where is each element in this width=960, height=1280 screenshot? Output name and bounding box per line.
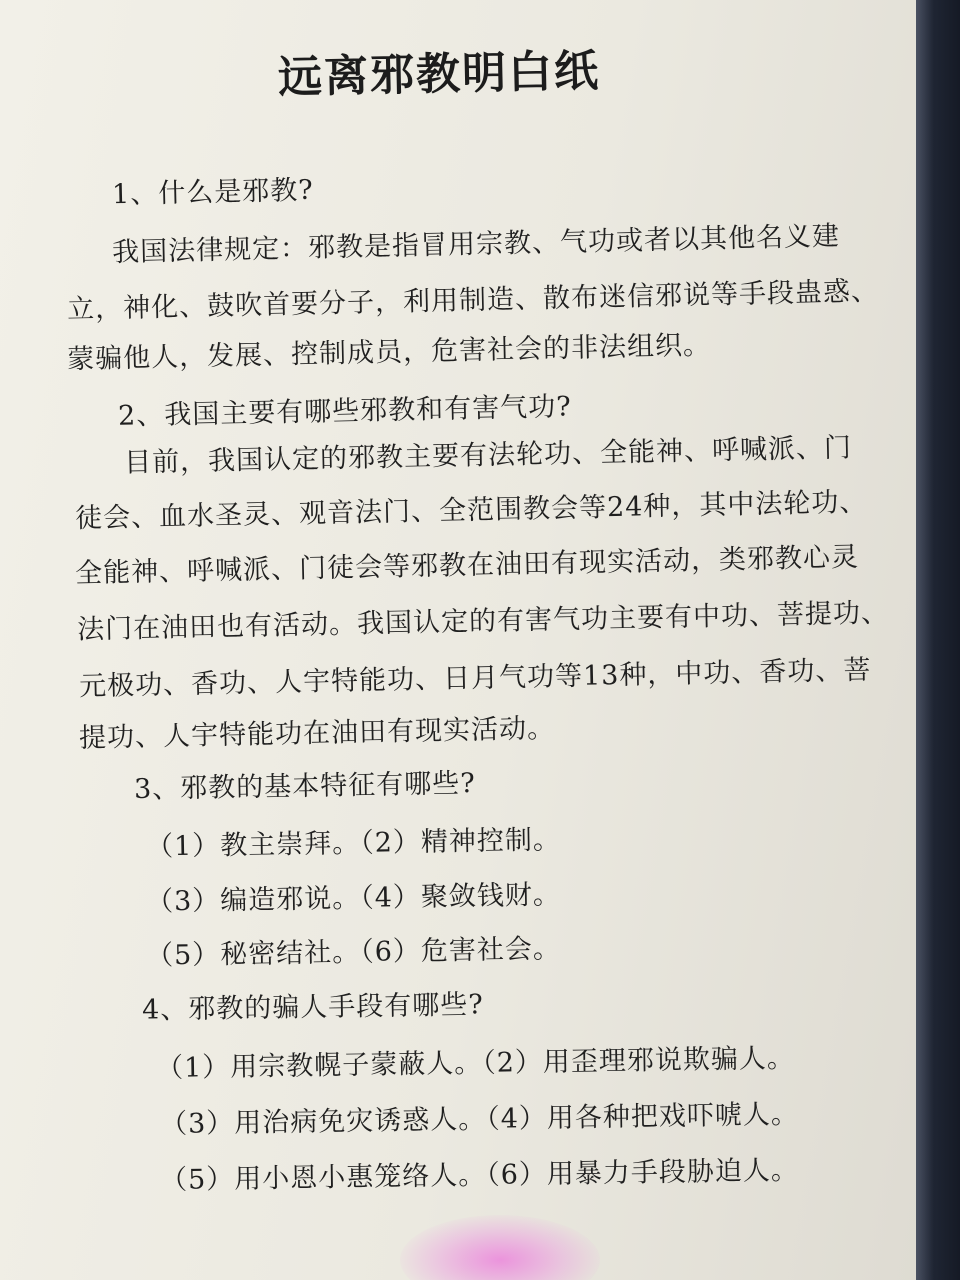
light-glare	[400, 1215, 600, 1280]
body-line: （5）秘密结社。（6）危害社会。	[145, 933, 562, 972]
body-line: 徒会、血水圣灵、观音法门、全范围教会等24种，其中法轮功、	[74, 486, 868, 535]
body-line: （1）教主崇拜。（2）精神控制。	[145, 824, 562, 863]
body-line: （3）用治病免灾诱惑人。（4）用各种把戏吓唬人。	[159, 1098, 800, 1141]
body-line: （5）用小恩小惠笼络人。（6）用暴力手段胁迫人。	[159, 1154, 800, 1197]
section-heading: 2、我国主要有哪些邪教和有害气功?	[117, 391, 572, 432]
body-line: 我国法律规定：邪教是指冒用宗教、气功或者以其他名义建	[111, 220, 841, 269]
body-line: 蒙骗他人，发展、控制成员，危害社会的非法组织。	[66, 329, 712, 376]
body-line: 提功、人宇特能功在油田有现实活动。	[78, 713, 556, 754]
bleed-through-texture	[560, 95, 860, 107]
page-title: 远离邪教明白纸	[277, 45, 601, 104]
background-edge	[916, 0, 960, 1280]
body-line: （3）编造邪说。（4）聚敛钱财。	[145, 879, 562, 918]
body-line: 全能神、呼喊派、门徒会等邪教在油田有现实活动，类邪教心灵	[74, 541, 860, 590]
body-line: 法门在油田也有活动。我国认定的有害气功主要有中功、菩提功、	[76, 597, 890, 646]
section-heading: 4、邪教的骗人手段有哪些?	[141, 989, 484, 1026]
body-line: （1）用宗教幌子蒙蔽人。（2）用歪理邪说欺骗人。	[155, 1042, 796, 1085]
section-heading: 3、邪教的基本特征有哪些?	[133, 768, 476, 805]
body-line: 目前，我国认定的邪教主要有法轮功、全能神、呼喊派、门	[123, 432, 853, 479]
section-heading: 1、什么是邪教?	[111, 174, 315, 211]
body-line: 元极功、香功、人宇特能功、日月气功等13种，中功、香功、菩	[78, 654, 872, 703]
body-line: 立，神化、鼓吹首要分子，利用制造、散布迷信邪说等手段蛊惑、	[66, 275, 880, 326]
